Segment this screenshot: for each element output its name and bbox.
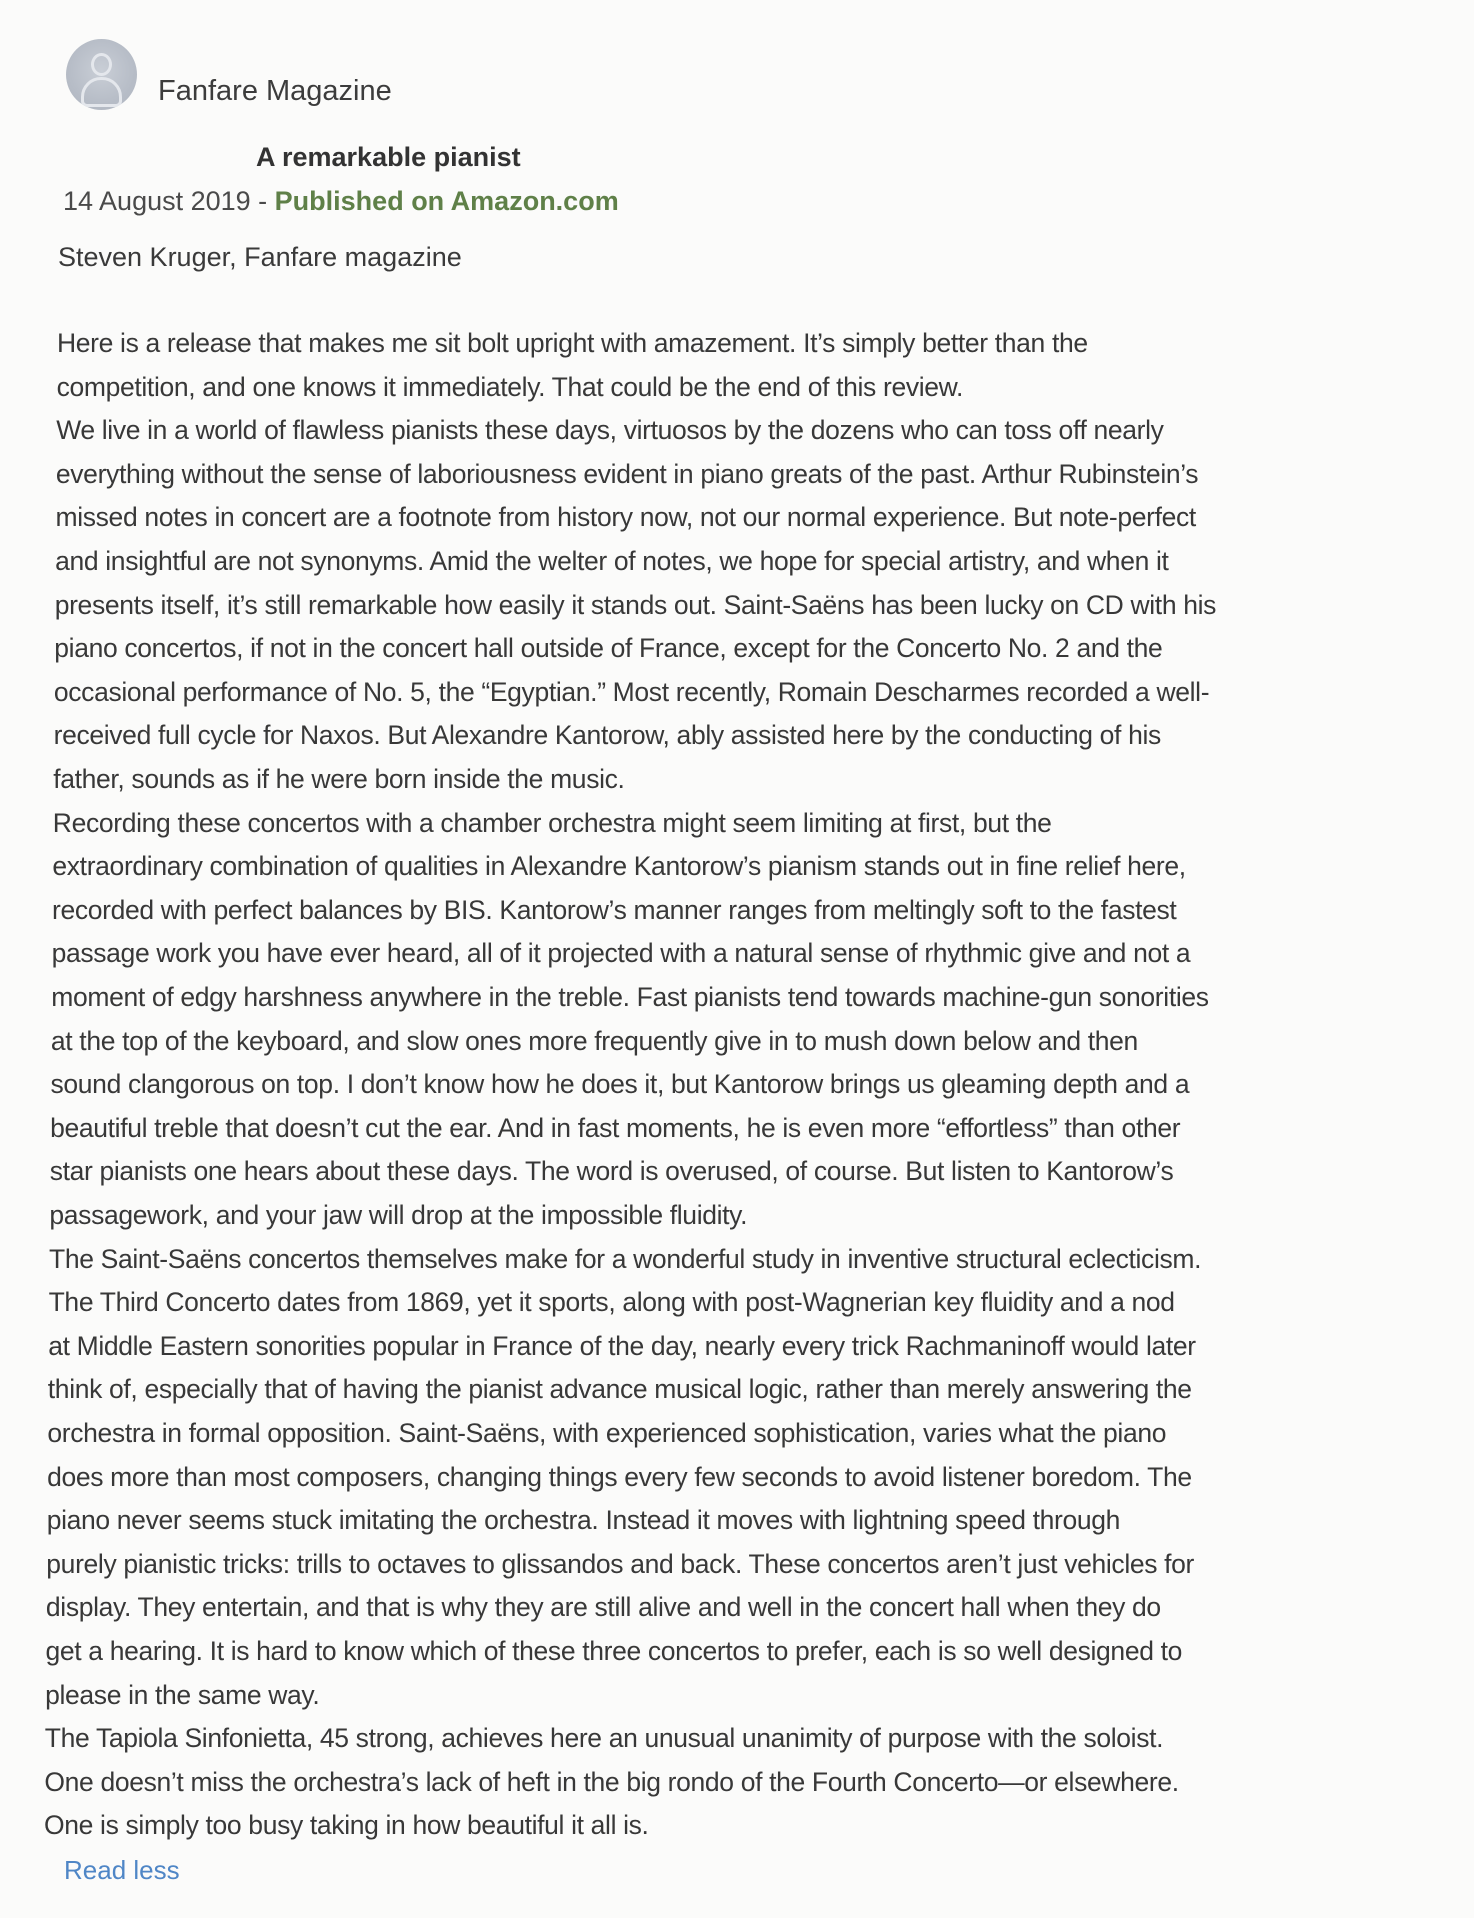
review-body-line: does more than most composers, changing things every few seconds to avoid listener boredom. The (47, 1461, 1192, 1492)
review-body-line: presents itself, it’s still remarkable how easily it stands out. Saint-Saëns has been lucky on CD with his (54, 589, 1217, 620)
review-body-line: passage work you have ever heard, all of it projected with a natural sense of rhythmic give and not a (51, 938, 1191, 969)
review-body-line: missed notes in concert are a footnote from history now, not our normal experience. But note-perfect (55, 502, 1196, 533)
review-body-line: and insightful are not synonyms. Amid the welter of notes, we hope for special artistry, and when it (55, 546, 1169, 576)
review-body-line: recorded with perfect balances by BIS. Kantorow’s manner ranges from meltingly soft to the fastest (52, 894, 1177, 925)
review-byline: Steven Kruger, Fanfare magazine (58, 242, 462, 272)
review-body-line: purely pianistic tricks: trills to octaves to glissandos and back. These concertos aren’t just vehicles for (46, 1548, 1195, 1579)
review-body-line: orchestra in formal opposition. Saint-Saëns, with experienced sophistication, varies what the piano (47, 1418, 1167, 1448)
review-body-line: at the top of the keyboard, and slow ones more frequently give in to mush down below and then (50, 1025, 1138, 1056)
review-body-line: extraordinary combination of qualities in Alexandre Kantorow’s pianism stands out in fine relief here, (52, 851, 1186, 882)
review-body-line: beautiful treble that doesn’t cut the ear. And in fast moments, he is even more “effortless” than other (50, 1112, 1181, 1143)
published-on-label: Published on Amazon.com (274, 186, 619, 216)
date-separator: - (250, 186, 275, 216)
read-less-link[interactable]: Read less (64, 1855, 180, 1885)
review-body-line: passagework, and your jaw will drop at the impossible fluidity. (49, 1200, 748, 1230)
review-body-line: We live in a world of flawless pianists these days, virtuosos by the dozens who can toss off nearly (56, 415, 1164, 446)
review-body-line: occasional performance of No. 5, the “Egyptian.” Most recently, Romain Descharmes recorded a well- (53, 676, 1210, 707)
review-body-line: The Tapiola Sinfonietta, 45 strong, achieves here an unusual unanimity of purpose with the soloist. (44, 1723, 1164, 1754)
review-body-line: everything without the sense of laboriousness evident in piano greats of the past. Arthur Rubinstein’s (55, 458, 1199, 489)
review-body-line: received full cycle for Naxos. But Alexandre Kantorow, ably assisted here by the conducting of his (53, 720, 1161, 751)
review-body-line: Here is a release that makes me sit bolt upright with amazement. It’s simply better than the (57, 328, 1088, 358)
reviewer-name[interactable]: Fanfare Magazine (158, 75, 392, 107)
review-body-line: piano never seems stuck imitating the orchestra. Instead it moves with lightning speed through (46, 1505, 1121, 1536)
review-body-line: think of, especially that of having the pianist advance musical logic, rather than merely answering the (47, 1374, 1192, 1405)
review-body-line: star pianists one hears about these days. The word is overused, of course. But listen to Kantorow’s (49, 1156, 1174, 1187)
review-body-line: display. They entertain, and that is why they are still alive and well in the concert hall when they do (45, 1592, 1161, 1623)
review-body-line: moment of edgy harshness anywhere in the treble. Fast pianists tend towards machine-gun sonorities (51, 982, 1209, 1012)
review-body-line: sound clangorous on top. I don’t know how he does it, but Kantorow brings us gleaming depth and a (50, 1069, 1190, 1100)
review-body-line: One is simply too busy taking in how beautiful it all is. (44, 1810, 649, 1841)
review-body-line: at Middle Eastern sonorities popular in France of the day, nearly every trick Rachmaninoff would later (48, 1330, 1196, 1361)
review-body-line: please in the same way. (45, 1679, 320, 1710)
review-body-line: competition, and one knows it immediately. That could be the end of this review. (56, 371, 963, 402)
review-body-line: One doesn’t miss the orchestra’s lack of heft in the big rondo of the Fourth Concerto—or elsewhere. (44, 1766, 1179, 1797)
review-title[interactable]: A remarkable pianist (256, 142, 521, 172)
review-body-line: The Saint-Saëns concertos themselves make for a wonderful study in inventive structural eclecticism. (49, 1243, 1202, 1274)
review-body-line: The Third Concerto dates from 1869, yet it sports, along with post-Wagnerian key fluidity and a nod (48, 1287, 1175, 1318)
review-body-line: get a hearing. It is hard to know which of these three concertos to prefer, each is so well designed to (45, 1636, 1183, 1666)
review-body-line: father, sounds as if he were born inside the music. (53, 764, 625, 794)
review-date: 14 August 2019 (63, 186, 251, 216)
review-body-line: Recording these concertos with a chamber orchestra might seem limiting at first, but the (52, 807, 1052, 838)
review-body-line: piano concertos, if not in the concert hall outside of France, except for the Concerto No. 2 and the (54, 633, 1163, 664)
